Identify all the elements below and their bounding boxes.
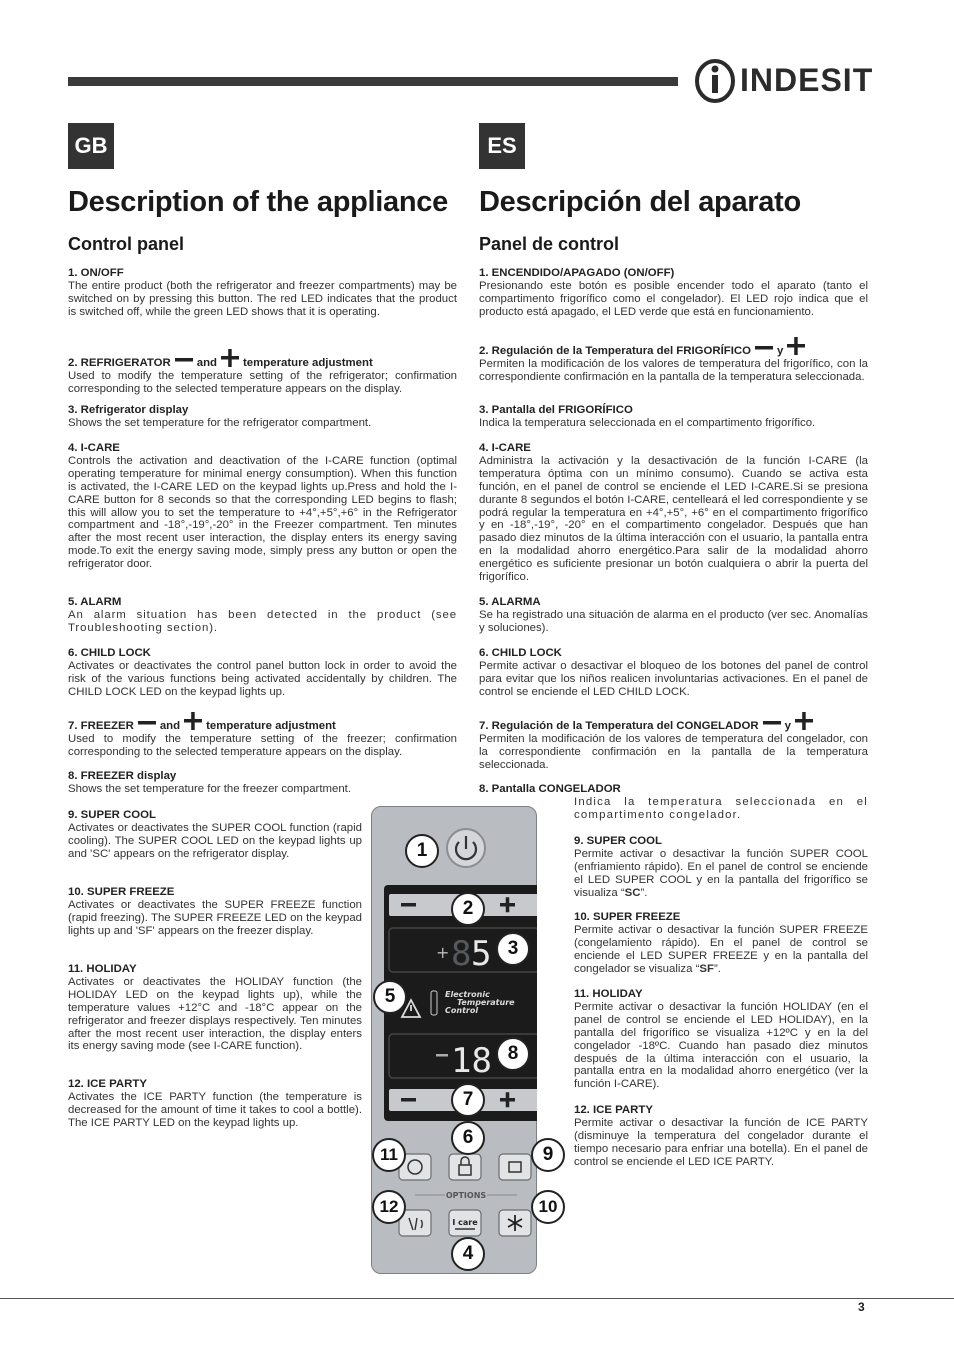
svg-text:Control: Control xyxy=(445,1006,479,1015)
freezer-minus-icon xyxy=(401,1098,416,1102)
lang-badge-es: ES xyxy=(479,123,525,169)
plus-icon xyxy=(184,712,202,730)
es-item-freezer-adjust: 7. Regulación de la Temperatura del CONGELADOR y Permiten la modificación de los valores de temperatura del congelador, con la correspondiente confirmación en la pantalla de la temperatura seleccionada. xyxy=(479,712,868,772)
options-label: OPTIONS xyxy=(445,1191,487,1200)
svg-text:+: + xyxy=(436,943,450,962)
gb-item-freezer-adjust: 7. FREEZER and temperature adjustment Used to modify the temperature setting of the freezer; confirmation corresponding to the selected temperature appears on the display. xyxy=(68,712,457,759)
callout-10: 10 xyxy=(531,1190,565,1224)
es-item-freezer-display-body: Indica la temperatura seleccionada en el compartimento congelador. xyxy=(574,796,868,821)
freezer-display-value: 18 xyxy=(451,1041,492,1081)
gb-item-child-lock: 6. CHILD LOCK Activates or deactivates the control panel button lock in order to avoid the risk of the various functions being activated accidentally by children. The CHILD LOCK LED on the keypad lights up. xyxy=(68,647,457,698)
plus-icon xyxy=(787,337,805,355)
svg-text:Electronic: Electronic xyxy=(445,990,490,999)
indesit-logo-icon xyxy=(694,58,738,104)
super-cool-button xyxy=(499,1154,531,1180)
header-rule xyxy=(68,77,678,86)
svg-text:8: 8 xyxy=(451,934,472,974)
callout-2: 2 xyxy=(451,892,485,926)
callout-6: 6 xyxy=(451,1121,485,1155)
svg-text:Temperature: Temperature xyxy=(457,998,515,1007)
callout-8: 8 xyxy=(496,1037,530,1071)
child-lock-button xyxy=(449,1154,481,1180)
gb-item-ice-party: 12. ICE PARTY Activates the ICE PARTY function (the temperature is decreased for the amount of time it takes to cool a bottle). The ICE PARTY LED on the keypad lights up. xyxy=(68,1078,362,1129)
callout-4: 4 xyxy=(451,1237,485,1271)
callout-7: 7 xyxy=(451,1083,485,1117)
es-title: Descripción del aparato xyxy=(479,186,801,218)
callout-5: 5 xyxy=(373,980,407,1014)
plus-icon xyxy=(795,712,813,730)
gb-subtitle: Control panel xyxy=(68,234,184,254)
callout-12: 12 xyxy=(372,1190,406,1224)
minus-icon xyxy=(755,341,773,355)
gb-item-refrigerator-adjust: 2. REFRIGERATOR and temperature adjustment Used to modify the temperature setting of the refrigerator; confirmation corresponding to the selected temperature appears on the display. xyxy=(68,349,457,396)
es-item-alarm: 5. ALARMA Se ha registrado una situación de alarma en el producto (ver sec. Anomalías y soluciones). xyxy=(479,596,868,634)
minus-icon xyxy=(175,353,193,367)
lang-badge-gb: GB xyxy=(68,123,114,169)
es-item-super-cool: 9. SUPER COOL Permite activar o desactivar la función SUPER COOL (enfriamiento rápido). En el panel de control se enciende el LED SUPER COOL y en la pantalla del frigorífico se visualiza “SC”. xyxy=(574,835,868,899)
es-item-icare: 4. I-CARE Administra la activación y la desactivación de la función I-CARE (la temperatura óptima con un mínimo consumo). Cuando se activa esta función, en el panel de control se enciende el LED I-CARE.Si se presiona durante 8 segundos el botón I-CARE, centelleará el led correspondiente y se podrá regular la temperatura en +4°,+5°, +6° en el compartimento frigorífico y en -18°,-19°, -20° en el compartimento congelador. Después que han pasado diez minutos de la última interacción con el usuario, la pantalla entra en la modalidad ahorro energético.Para salir de la modalidad ahorro energético es suficiente presionar un botón cualquiera o abrir la puerta del frigorífico. xyxy=(479,442,868,584)
gb-item-freezer-display: 8. FREEZER display Shows the set temperature for the freezer compartment. xyxy=(68,770,351,795)
es-item-holiday: 11. HOLIDAY Permite activar o desactivar la función HOLIDAY (en el panel de control se enciende el LED HOLIDAY), en la pantalla del frigorífico se visualiza +12ºC y en la del congelador -18ºC. Cuando han pasado diez minutos después de la última interacción con el usuario, la pantalla entra en la modalidad ahorro energético (ver la función I-CARE). xyxy=(574,988,868,1091)
es-item-super-freeze: 10. SUPER FREEZE Permite activar o desactivar la función SUPER FREEZE (congelamiento rápido). En el panel de control se enciende el LED SUPER FREEZE y en la pantalla del congelador se visualiza “SF”. xyxy=(574,911,868,975)
footer-rule xyxy=(0,1298,954,1299)
gb-item-onoff: 1. ON/OFF The entire product (both the refrigerator and freezer compartments) may be switched on by pressing this button. The red LED indicates that the product is switched off, while the green LED shows that it is operating. xyxy=(68,267,457,318)
minus-icon xyxy=(138,716,156,730)
callout-1: 1 xyxy=(405,834,439,868)
es-item-child-lock: 6. CHILD LOCK Permite activar o desactivar el bloqueo de los botones del panel de control para evitar que los niños realicen involuntarias activaciones. En el panel de control se enciende el LED CHILD LOCK. xyxy=(479,647,868,698)
minus-icon xyxy=(763,716,781,730)
fridge-minus-icon xyxy=(401,903,416,907)
gb-item-refrigerator-display: 3. Refrigerator display Shows the set temperature for the refrigerator compartment. xyxy=(68,404,372,429)
page-number: 3 xyxy=(858,1300,865,1314)
icare-label: I care xyxy=(452,1218,478,1227)
gb-title: Description of the appliance xyxy=(68,186,448,218)
es-item-freezer-display-title: 8. Pantalla CONGELADOR xyxy=(479,783,621,795)
indesit-logo xyxy=(694,58,874,106)
callout-11: 11 xyxy=(372,1138,406,1172)
fridge-display-value: 5 xyxy=(471,934,492,974)
es-item-refrigerator-display: 3. Pantalla del FRIGORÍFICO Indica la temperatura seleccionada en el compartimento frigorífico. xyxy=(479,404,816,429)
gb-item-alarm: 5. ALARM An alarm situation has been detected in the product (see Troubleshooting section). xyxy=(68,596,457,634)
gb-item-holiday: 11. HOLIDAY Activates or deactivates the HOLIDAY function (the HOLIDAY LED on the keypad lights up), while the temperature values +12°C and -18°C appear on the refrigerator and freezer displays respectively. Ten minutes after the most recent user interaction, the display enters its energy saving mode (see I-CARE function). xyxy=(68,963,362,1053)
es-item-refrigerator-adjust: 2. Regulación de la Temperatura del FRIGORÍFICO y Permiten la modificación de los valores de temperatura del frigorífico, con la correspondiente confirmación en la pantalla de la temperatura seleccionada. xyxy=(479,337,868,384)
gb-item-super-cool: 9. SUPER COOL Activates or deactivates the SUPER COOL function (rapid cooling). The SUPER COOL LED on the keypad lights up and 'SC' appears on the refrigerator display. xyxy=(68,809,362,860)
callout-3: 3 xyxy=(496,932,530,966)
es-subtitle: Panel de control xyxy=(479,234,620,254)
brand-name: INDESIT xyxy=(740,62,874,98)
gb-item-super-freeze: 10. SUPER FREEZE Activates or deactivates the SUPER FREEZE function (rapid freezing). The SUPER FREEZE LED on the keypad lights up and 'SF' appears on the freezer display. xyxy=(68,886,362,937)
es-item-ice-party: 12. ICE PARTY Permite activar o desactivar la función de ICE PARTY (disminuye la temperatura del congelador durante el tiempo necesario para enfriar una botella). En el panel de control se enciende el LED ICE PARTY. xyxy=(574,1104,868,1168)
callout-9: 9 xyxy=(531,1138,565,1172)
gb-item-icare: 4. I-CARE Controls the activation and deactivation of the I-CARE function (optimal operating temperature for minimal energy consumption). When this function is activated, the I-CARE LED on the keypad lights up.Press and hold the I-CARE button for 8 seconds so that the corresponding LED begins to flash; this will allow you to set the temperature to +4°,+5°,+6° in the Refrigerator compartment and -18°,-19°,-20° in the Freezer compartment. Ten minutes after the most recent user interaction, the display enters its energy saving mode.To exit the energy saving mode, simply press any button or open the refrigerator door. xyxy=(68,442,457,571)
es-item-onoff: 1. ENCENDIDO/APAGADO (ON/OFF) Presionando este botón es posible encender todo el aparato (tanto el compartimento frigorífico como el congelador). El LED rojo indica que el producto está apagado, el LED verde que está en funcionamiento. xyxy=(479,267,868,318)
plus-icon xyxy=(221,349,239,367)
